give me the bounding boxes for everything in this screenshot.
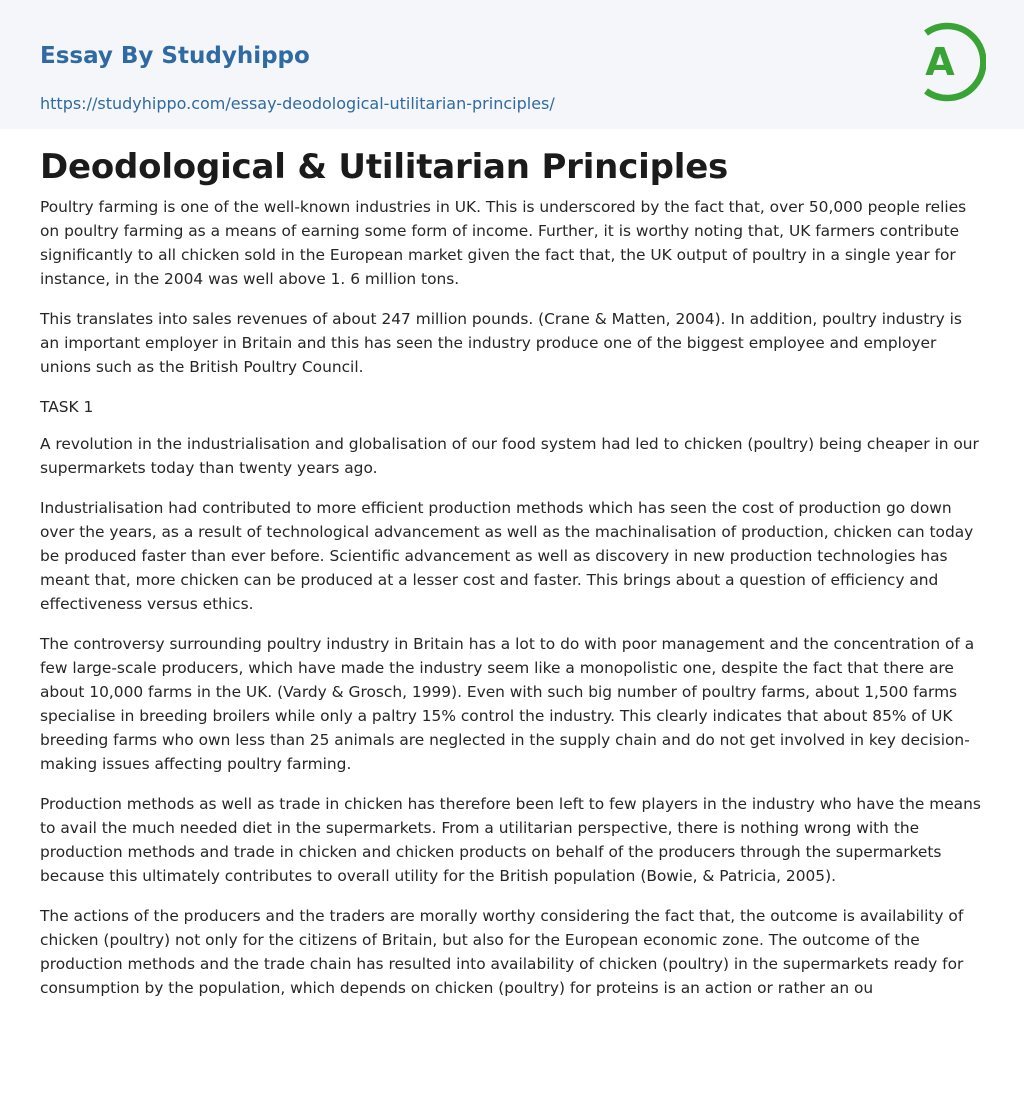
page-header: [0, 0, 1024, 129]
essay-paragraph: This translates into sales revenues of about 247 million pounds. (Crane & Matten, 2004). In addition, poultry industry is an important employer in Britain and this has seen the industry produce one of the biggest employee and employer unions such as the British Poultry Council.: [40, 310, 962, 376]
essay-title: Deodological & Utilitarian Principles: [40, 147, 729, 187]
essay-paragraph: The controversy surrounding poultry industry in Britain has a lot to do with poor management and the concentration of a few large-scale producers, which have made the industry seem like a monopolistic one, despite the fact that there are about 10,000 farms in the UK. (Vardy & Grosch, 1999). Even with such big number of poultry farms, about 1,500 farms specialise in breeding broilers while only a paltry 15% control the industry. This clearly indicates that about 85% of UK breeding farms who own less than 25 animals are neglected in the supply chain and do not get involved in key decision-making issues affecting poultry farming.: [40, 635, 975, 773]
essay-content: [0, 147, 1024, 1000]
essay-url-link[interactable]: https://studyhippo.com/essay-deodological-utilitarian-principles/: [40, 94, 555, 113]
studyhippo-logo-icon[interactable]: [912, 19, 986, 105]
essay-paragraph: Production methods as well as trade in chicken has therefore been left to few players in the industry who have the means to avail the much needed diet in the supermarkets. From a utilitarian perspective, there is nothing wrong with the production methods and trade in chicken and chicken products on behalf of the producers through the supermarkets because this ultimately contributes to overall utility for the British population (Bowie, & Patricia, 2005).: [40, 795, 981, 885]
section-heading-task-1: TASK 1: [40, 398, 94, 416]
essay-paragraph: The actions of the producers and the traders are morally worthy considering the fact that, the outcome is availability of chicken (poultry) not only for the citizens of Britain, but also for the European economic zone. The outcome of the production methods and the trade chain has resulted into availability of chicken (poultry) in the supermarkets ready for consumption by the population, which depends on chicken (poultry) for proteins is an action or rather an ou: [40, 907, 964, 997]
essay-paragraph: A revolution in the industrialisation and globalisation of our food system had led to chicken (poultry) being cheaper in our supermarkets today than twenty years ago.: [40, 435, 979, 477]
essay-paragraph: Poultry farming is one of the well-known industries in UK. This is underscored by the fact that, over 50,000 people relies on poultry farming as a means of earning some form of income. Further, it is worthy noting that, UK farmers contribute significantly to all chicken sold in the European market given the fact that, the UK output of poultry in a single year for instance, in the 2004 was well above 1. 6 million tons.: [40, 198, 967, 288]
essay-paragraph: Industrialisation had contributed to more efficient production methods which has seen the cost of production go down over the years, as a result of technological advancement as well as the machinalisation of production, chicken can today be produced faster than ever before. Scientific advancement as well as discovery in new production technologies has meant that, more chicken can be produced at a lesser cost and faster. This brings about a question of efficiency and effectiveness versus ethics.: [40, 499, 974, 613]
site-brand[interactable]: Essay By Studyhippo: [40, 43, 310, 69]
logo-letter: A: [925, 40, 955, 84]
